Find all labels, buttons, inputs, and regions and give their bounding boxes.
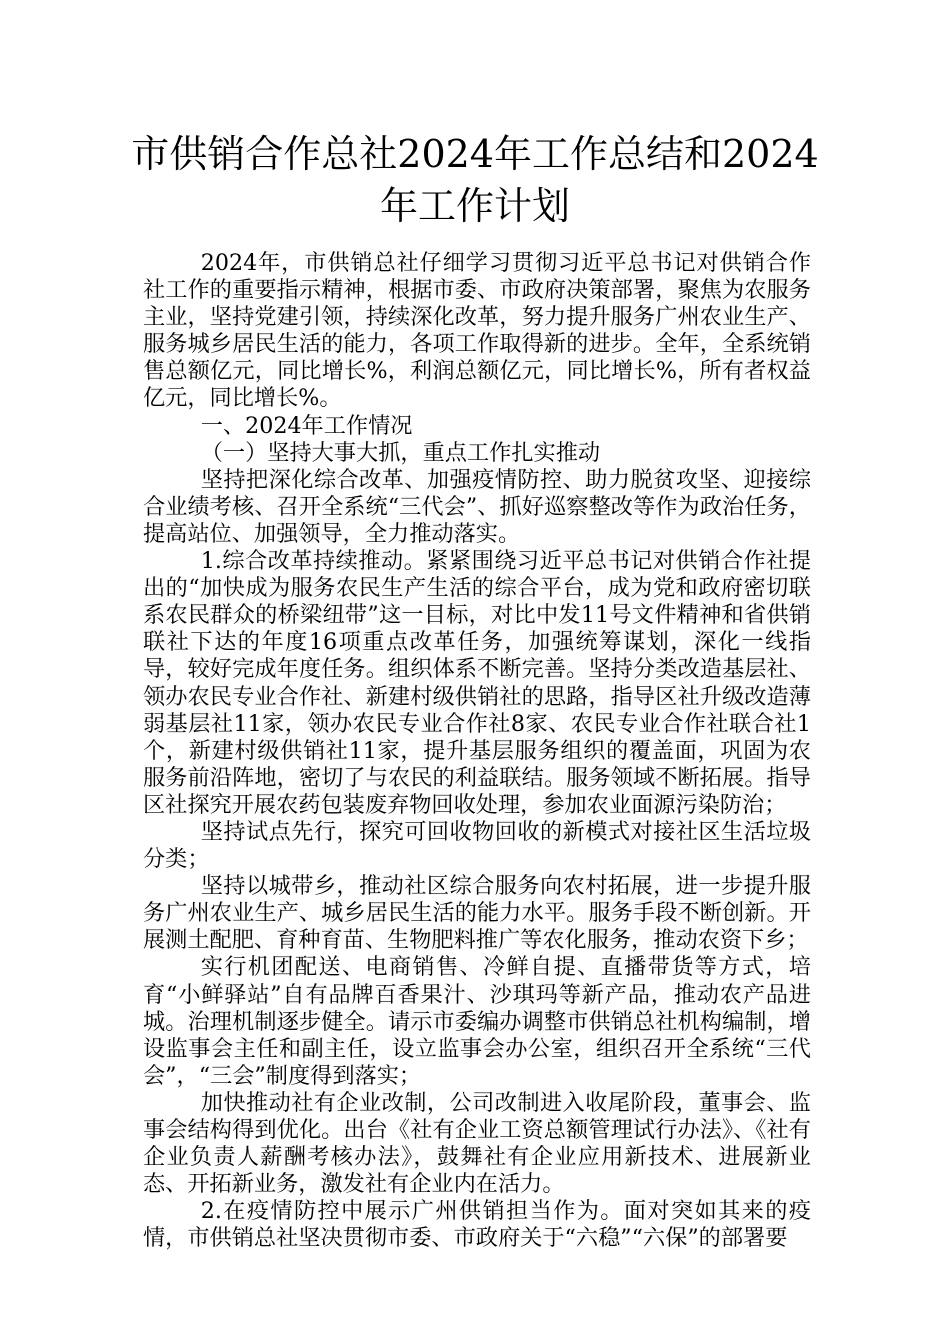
paragraph: 加快推动社有企业改制，公司改制进入收尾阶段，董事会、监事会结构得到优化。出台《社有企业工资总额管理试行办法》、《社有企业负责人薪酬考核办法》，鼓舞社有企业应用新技术、进展新业态、开拓新业务，激发社有企业内在活力。 bbox=[143, 1089, 811, 1198]
subsection-heading: （一）坚持大事大抓，重点工作扎实推动 bbox=[200, 439, 601, 466]
paragraph-intro: 2024年，市供销总社仔细学习贯彻习近平总书记对供销合作社工作的重要指示精神，根据市委、市政府决策部署，聚焦为农服务主业，坚持党建引领，持续深化改革，努力提升服务广州农业生产、服务城乡居民生活的能力，各项工作取得新的进步。全年，全系统销售总额亿元，同比增长%，利润总额亿元，同比增长%，所有者权益亿元，同比增长%。 bbox=[143, 250, 811, 412]
document-body bbox=[143, 250, 811, 1252]
paragraph: 实行机团配送、电商销售、冷鲜自提、直播带货等方式，培育“小鲜驿站”自有品牌百香果汁、沙琪玛等新产品，推动农产品进城。治理机制逐步健全。请示市委编办调整市供销总社机构编制，增设监事会主任和副主任，设立监事会办公室，组织召开全系统“三代会”，“三会”制度得到落实； bbox=[143, 954, 811, 1089]
paragraph: 坚持以城带乡，推动社区综合服务向农村拓展，进一步提升服务广州农业生产、城乡居民生活的能力水平。服务手段不断创新。开展测土配肥、育种育苗、生物肥料推广等农化服务，推动农资下乡； bbox=[143, 873, 811, 954]
document-title: 市供销合作总社2024年工作总结和2024年工作计划 bbox=[131, 132, 819, 228]
paragraph: 坚持试点先行，探究可回收物回收的新模式对接社区生活垃圾分类； bbox=[143, 818, 811, 873]
paragraph: 1.综合改革持续推动。紧紧围绕习近平总书记对供销合作社提出的“加快成为服务农民生产生活的综合平台，成为党和政府密切联系农民群众的桥梁纽带”这一目标，对比中发11号文件精神和省供销联社下达的年度16项重点改革任务，加强统筹谋划，深化一线指导，较好完成年度任务。组织体系不断完善。坚持分类改造基层社、领办农民专业合作社、新建村级供销社的思路，指导区社升级改造薄弱基层社11家，领办农民专业合作社8家、农民专业合作社联合社1个，新建村级供销社11家，提升基层服务组织的覆盖面，巩固为农服务前沿阵地，密切了与农民的利益联结。服务领域不断拓展。指导区社探究开展农药包装废弃物回收处理，参加农业面源污染防治； bbox=[143, 548, 811, 818]
paragraph: 2.在疫情防控中展示广州供销担当作为。面对突如其来的疫情，市供销总社坚决贯彻市委、市政府关于“六稳”“六保”的部署要 bbox=[143, 1198, 811, 1252]
paragraph: 坚持把深化综合改革、加强疫情防控、助力脱贫攻坚、迎接综合业绩考核、召开全系统“三代会”、抓好巡察整改等作为政治任务，提高站位、加强领导，全力推动落实。 bbox=[143, 466, 811, 547]
section-heading: 一、2024年工作情况 bbox=[200, 412, 413, 439]
